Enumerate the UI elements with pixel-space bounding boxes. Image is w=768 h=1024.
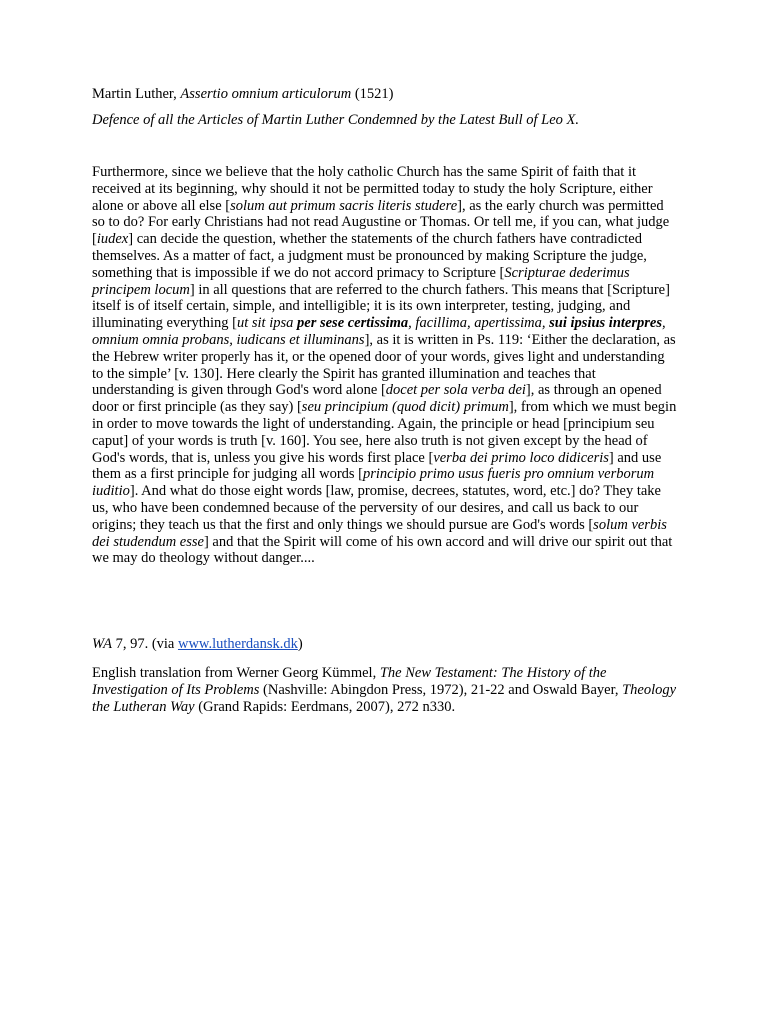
latin-phrase-3: Scripturae dederimus principem locum xyxy=(92,264,630,298)
latin-phrase-4c: , facillima, apertissima, xyxy=(408,315,550,332)
work-title: Assertio omnium articulorum xyxy=(180,86,352,102)
body-text-8: ] and use them as a first principle for judging all words [ xyxy=(92,449,662,483)
body-text-1: Furthermore, since we believe that the holy catholic Church has the same Spirit of faith that it received at its beginning, why should it not be permitted today to study the holy Scripture, either alone or above all else [ xyxy=(92,164,653,214)
translation-prefix: English translation from Werner Georg Kümmel, xyxy=(92,665,380,681)
source-close: ) xyxy=(297,636,303,652)
lutherdansk-link[interactable]: www.lutherdansk.dk xyxy=(177,636,298,652)
latin-phrase-6: seu principium (quod dicit) primum xyxy=(301,399,509,416)
translation-middle: (Nashville: Abingdon Press, 1972), 21-22 and Oswald Bayer, xyxy=(259,681,623,698)
body-text-9: ]. And what do those eight words [law, promise, decrees, statutes, word, etc.] do? They take us, who have been condemned because of the perversity of our desires, and call us back to our origins; they teach us that the first and only things we should pursue are God's words [ xyxy=(92,483,661,533)
latin-phrase-5: docet per sola verba dei xyxy=(385,382,526,399)
document-subtitle: Defence of all the Articles of Martin Luther Condemned by the Latest Bull of Leo X. xyxy=(92,112,580,128)
latin-phrase-4a: ut sit ipsa xyxy=(236,315,298,332)
latin-phrase-8: principio primo usus fueris pro omnium verborum iuditio xyxy=(92,466,655,500)
latin-phrase-1: solum aut primum sacris literis studere xyxy=(230,197,458,214)
document-title xyxy=(92,86,678,103)
latin-phrase-4e: , omnium omnia probans, iudicans et illuminans xyxy=(92,315,666,348)
translation-note xyxy=(92,665,678,715)
wa-abbreviation: WA xyxy=(92,636,112,652)
source-citation xyxy=(92,636,678,653)
body-text-5: ], as it is written in Ps. 119: ‘Either the declaration, as the Hebrew writer properly has it, or the opened door of your words, gives light and understanding to the simple’ [v. 130]. Here clearly the Spirit has granted illumination and teaches that understanding is given through God's word alone [ xyxy=(92,331,676,399)
wa-reference: 7, 97. (via xyxy=(111,636,178,652)
latin-phrase-7: verba dei primo loco didiceris xyxy=(433,449,609,466)
latin-phrase-9: solum verbis dei studendum esse xyxy=(92,516,667,550)
body-text-6: ], as through an opened door or first principle (as they say) [ xyxy=(92,382,662,416)
quotation-paragraph xyxy=(92,164,678,567)
body-text-4: ] in all questions that are referred to the church fathers. This means that [Scripture] itself is of itself certain, simple, and intelligible; it is its own interpreter, testing, judging, and illuminating everything [ xyxy=(92,281,670,332)
book-title-bayer: Theology the Lutheran Way xyxy=(92,681,677,715)
publication-year: (1521) xyxy=(351,86,394,102)
body-text-3: ] can decide the question, whether the statements of the church fathers have contradicted themselves. As a matter of fact, a judgment must be pronounced by making Scripture the judge, something that is impossible if we do not accord primacy to Scripture [ xyxy=(92,231,647,281)
author-name: Martin Luther, xyxy=(92,86,181,102)
translation-suffix: (Grand Rapids: Eerdmans, 2007), 272 n330. xyxy=(194,698,456,715)
body-text-2: ], as the early church was permitted so to do? For early Christians had not read Augustine or Thomas. Or tell me, if you can, what judge [ xyxy=(92,197,670,248)
latin-phrase-4d-bold: sui ipsius interpres xyxy=(549,315,662,332)
latin-phrase-4b-bold: per sese certissima xyxy=(297,315,409,332)
book-title-kummel: The New Testament: The History of the Investigation of Its Problems xyxy=(92,665,607,698)
latin-phrase-2: iudex xyxy=(96,231,129,248)
body-text-10: ] and that the Spirit will come of his own accord and will drive our spirit out that we may do theology without danger.... xyxy=(92,533,673,567)
body-text-7: ], from which we must begin in order to move towards the light of understanding. Again, the principle or head [principium seu caput] of your words is truth [v. 160]. You see, here also truth is not given except by the head of God's words, that is, unless you give his words first place [ xyxy=(92,399,677,466)
